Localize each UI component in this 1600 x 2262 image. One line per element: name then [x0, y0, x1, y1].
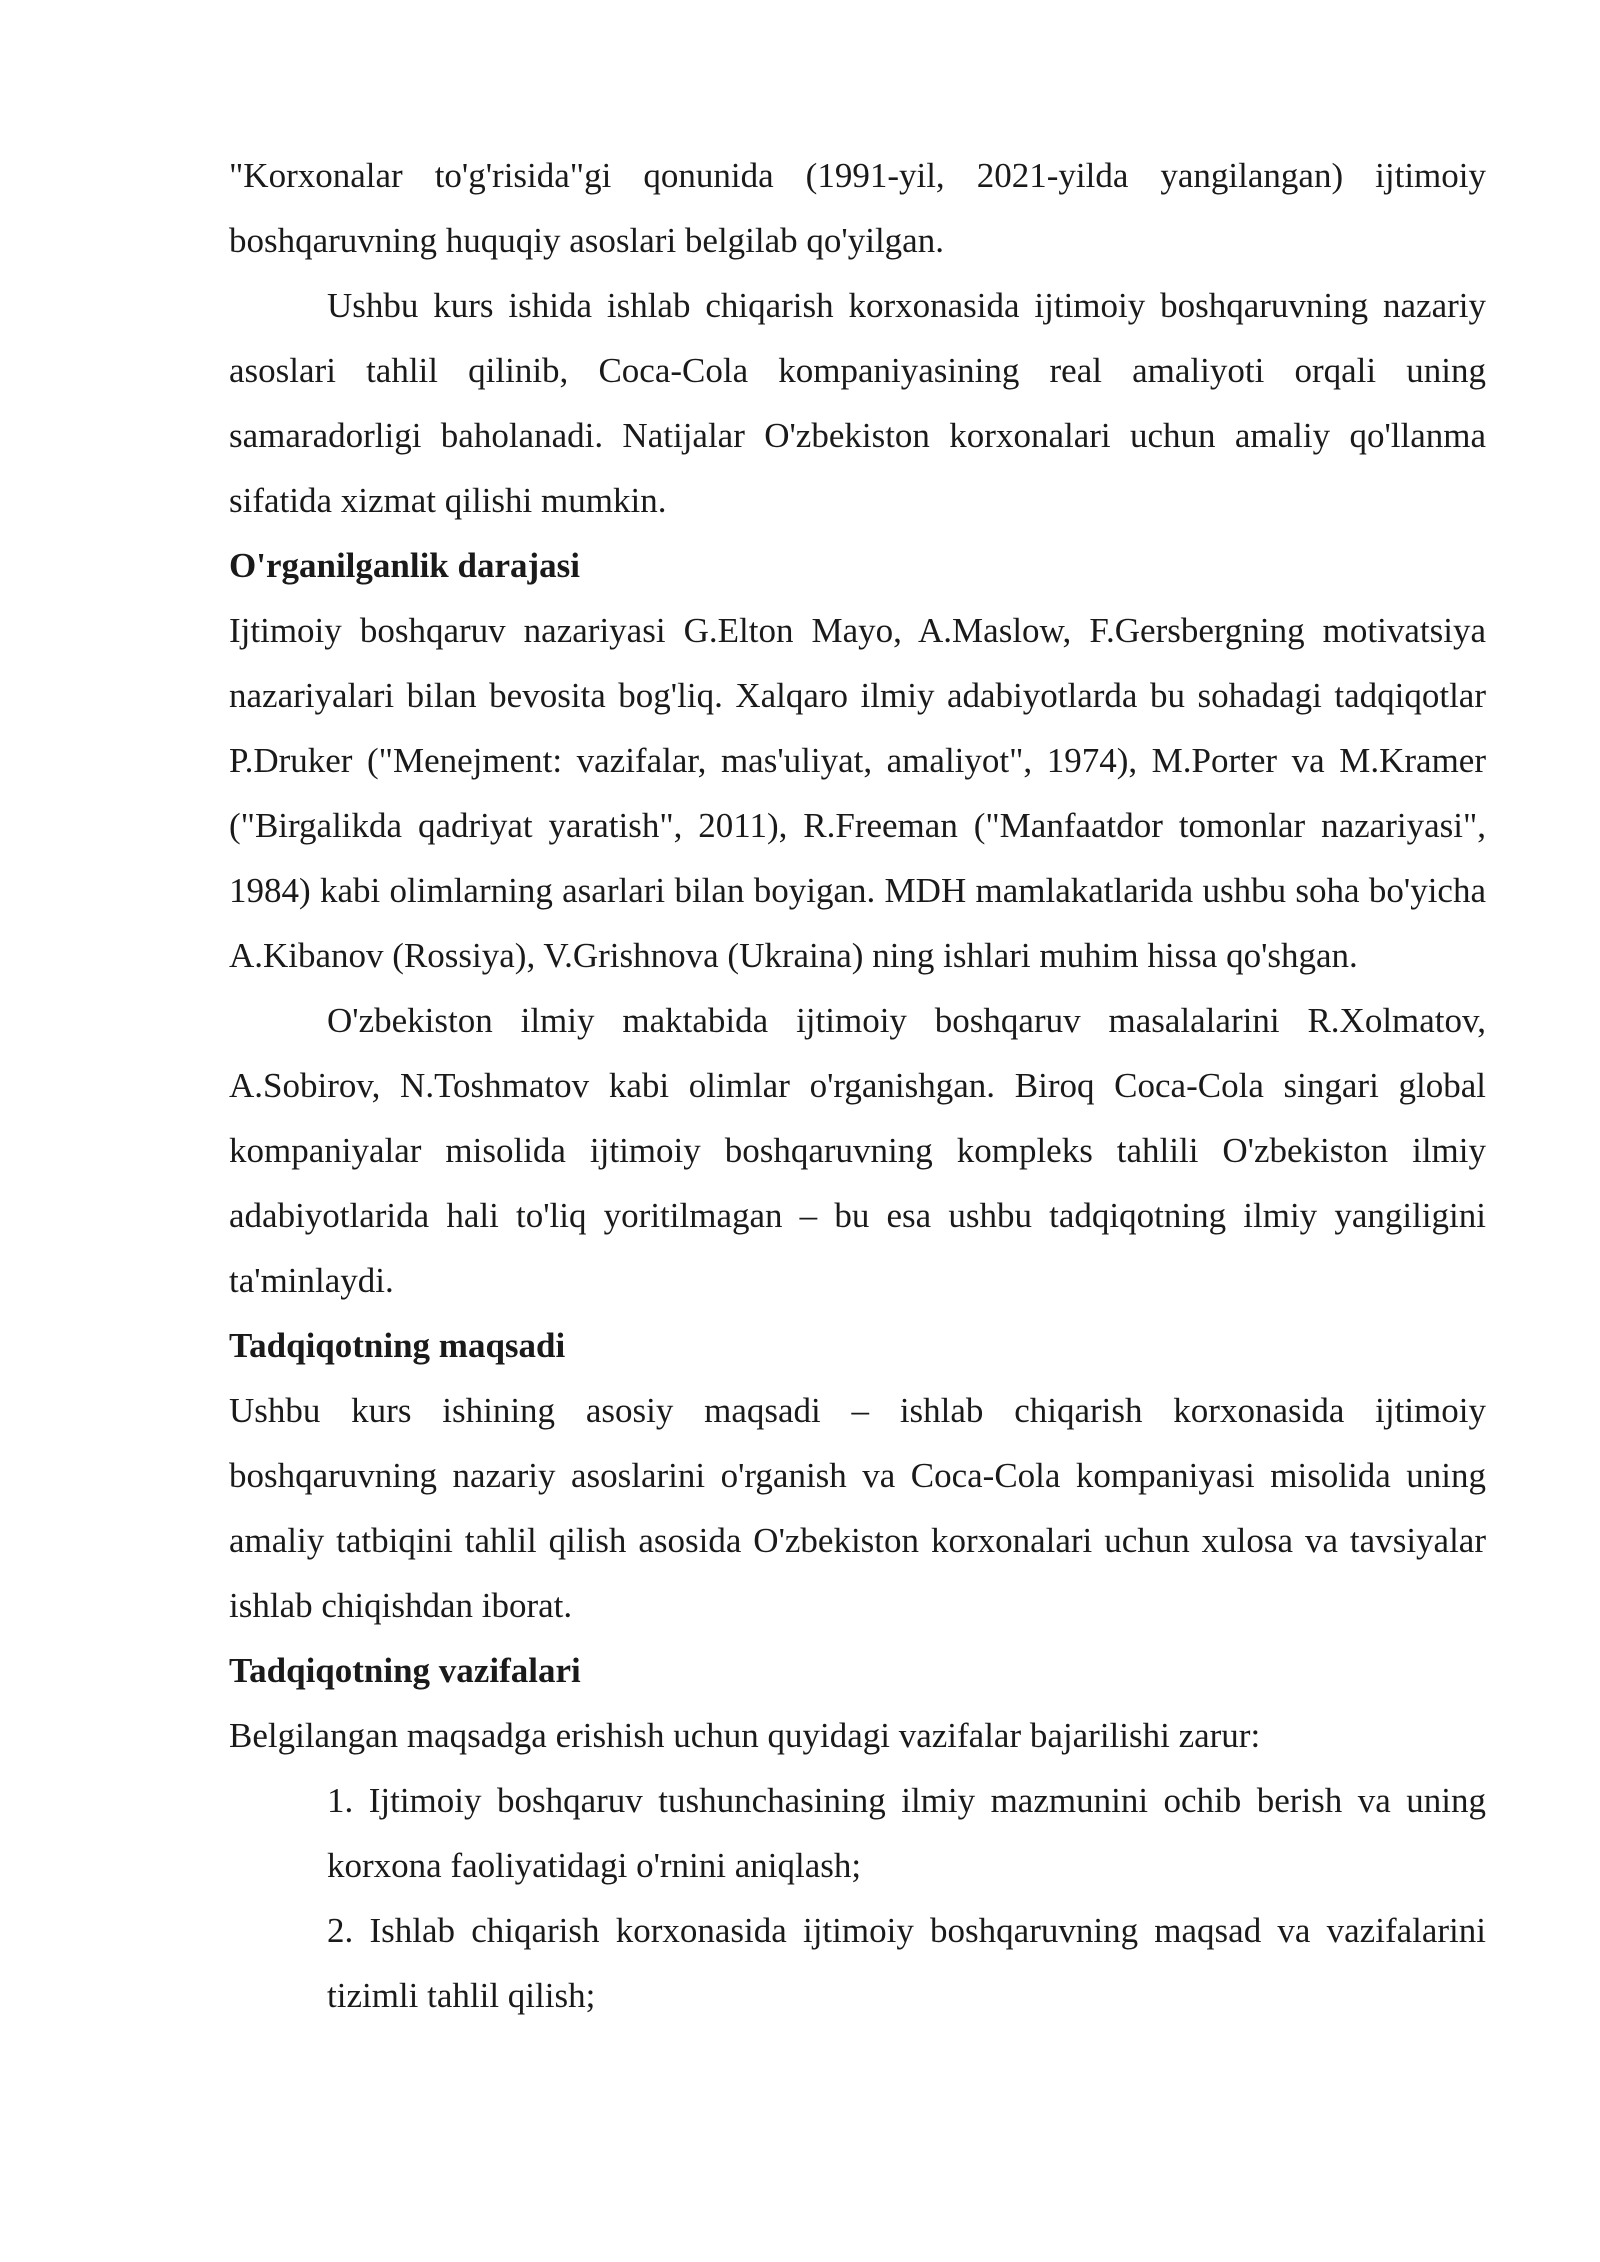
heading-research-goal: Tadqiqotning maqsadi	[229, 1326, 566, 1365]
paragraph-uzbek-scholarship: O'zbekiston ilmiy maktabida ijtimoiy boshqaruv masalalarini R.Xolmatov, A.Sobirov, N.Toshmatov kabi olimlar o'rganishgan. Biroq Coca-Cola singari global kompaniyalar misolida ijtimoiy boshqaruvning kompleks tahlili O'zbekiston ilmiy adabiyotlarida hali to'liq yoritilmagan – bu esa ushbu tadqiqotning ilmiy yangiligini ta'minlaydi.	[229, 1001, 1486, 1300]
list-item-task-2: 2. Ishlab chiqarish korxonasida ijtimoiy boshqaruvning maqsad va vazifalarini tizimli tahlil qilish;	[327, 1911, 1486, 2015]
list-item-task-1: 1. Ijtimoiy boshqaruv tushunchasining ilmiy mazmunini ochib berish va uning korxona faoliyatidagi o'rnini aniqlash;	[327, 1781, 1486, 1885]
paragraph-law-reference: "Korxonalar to'g'risida"gi qonunida (1991-yil, 2021-yilda yangilangan) ijtimoiy boshqaruvning huquqiy asoslari belgilab qo'yilgan.	[229, 156, 1486, 260]
heading-research-tasks: Tadqiqotning vazifalari	[229, 1651, 581, 1690]
paragraph-international-literature: Ijtimoiy boshqaruv nazariyasi G.Elton Mayo, A.Maslow, F.Gersbergning motivatsiya nazariyalari bilan bevosita bog'liq. Xalqaro ilmiy adabiyotlarda bu sohadagi tadqiqotlar P.Druker ("Menejment: vazifalar, mas'uliyat, amaliyot", 1974), M.Porter va M.Kramer ("Birgalikda qadriyat yaratish", 2011), R.Freeman ("Manfaatdor tomonlar nazariyasi", 1984) kabi olimlarning asarlari bilan boyigan. MDH mamlakatlarida ushbu soha bo'yicha A.Kibanov (Rossiya), V.Grishnova (Ukraina) ning ishlari muhim hissa qo'shgan.	[229, 611, 1486, 975]
paragraph-research-goal: Ushbu kurs ishining asosiy maqsadi – ishlab chiqarish korxonasida ijtimoiy boshqaruvning nazariy asoslarini o'rganish va Coca-Cola kompaniyasi misolida uning amaliy tatbiqini tahlil qilish asosida O'zbekiston korxonalari uchun xulosa va tavsiyalar ishlab chiqishdan iborat.	[229, 1391, 1486, 1625]
document-page	[229, 143, 1486, 2028]
heading-study-level: O'rganilganlik darajasi	[229, 546, 581, 585]
paragraph-course-overview: Ushbu kurs ishida ishlab chiqarish korxonasida ijtimoiy boshqaruvning nazariy asoslari tahlil qilinib, Coca-Cola kompaniyasining real amaliyoti orqali uning samaradorligi baholanadi. Natijalar O'zbekiston korxonalari uchun amaliy qo'llanma sifatida xizmat qilishi mumkin.	[229, 286, 1486, 520]
paragraph-tasks-intro: Belgilangan maqsadga erishish uchun quyidagi vazifalar bajarilishi zarur:	[229, 1716, 1261, 1755]
